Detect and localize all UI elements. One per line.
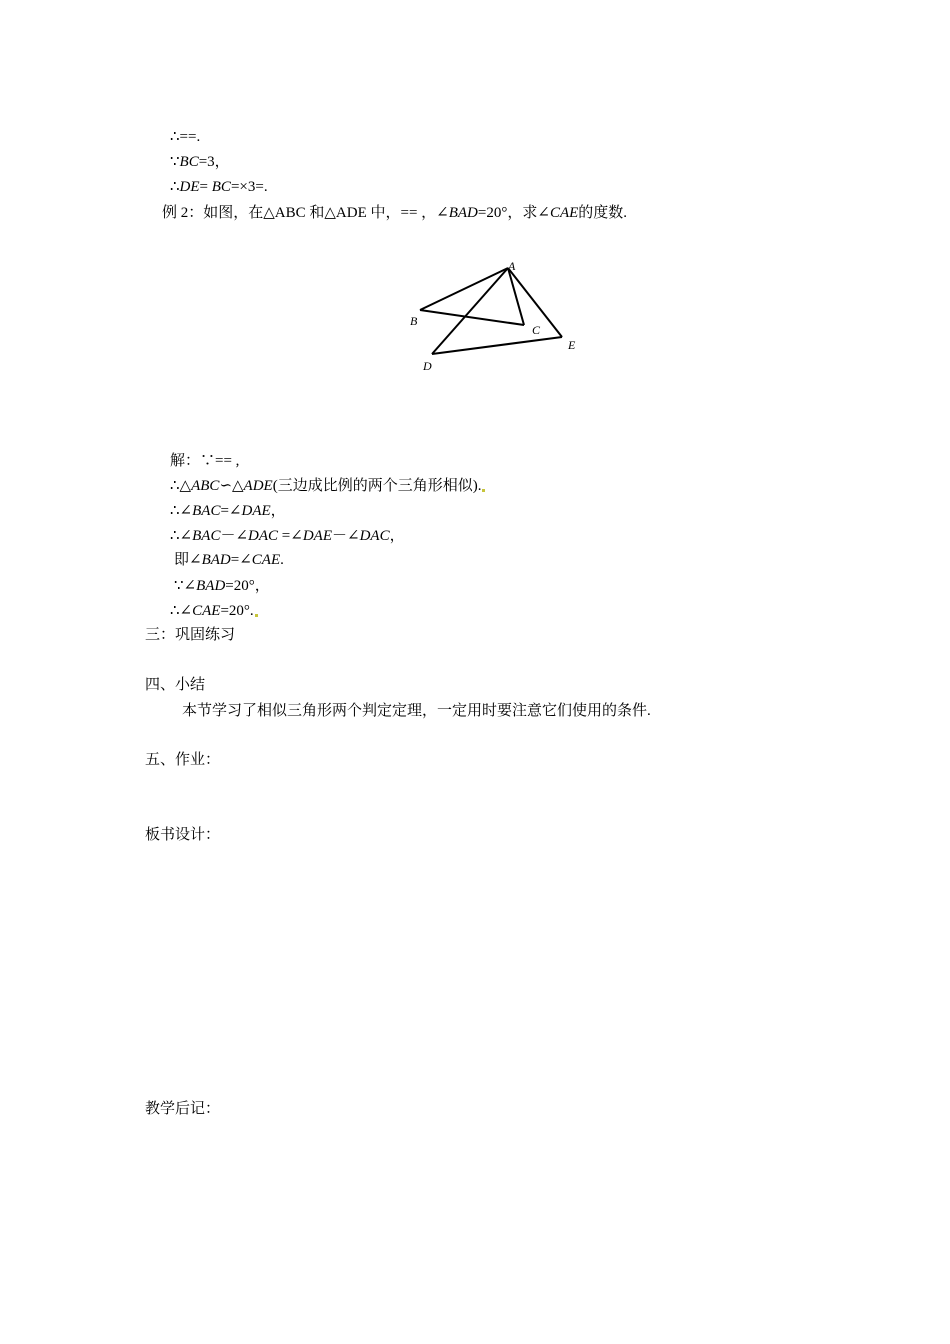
segment-ab [420, 268, 508, 310]
solution-angles-equal: ∴∠BAC=∠DAE， [170, 503, 286, 519]
label-d: D [423, 359, 432, 373]
label-b: B [410, 314, 418, 328]
solution-bad-value: ∵∠BAD=20°， [174, 578, 270, 594]
segment-ad [432, 268, 508, 354]
segment-de [432, 337, 562, 354]
line-bc-value: ∵BC=3， [170, 154, 230, 170]
triangle-figure [400, 258, 590, 378]
example-2-problem: 例 2：如图，在△ABC 和△ADE 中，== ，∠BAD=20°，求∠CAE的度数. [162, 205, 628, 221]
section-summary: 四、小结 [145, 677, 206, 693]
label-a: A [508, 259, 516, 273]
segment-ac [508, 268, 524, 325]
solution-answer: ∴∠CAE=20°. [170, 601, 258, 621]
solution-bad-cae: 即∠BAD=∠CAE. [174, 552, 284, 568]
section-practice: 三：巩固练习 [145, 627, 236, 643]
line-therefore-ratio: ∴==. [170, 129, 201, 145]
segment-bc [420, 310, 524, 325]
solution-subtract: ∴∠BAC－∠DAC =∠DAE－∠DAC， [170, 528, 405, 544]
solution-similar: ∴△ABC∽△ADE(三边成比例的两个三角形相似). [170, 476, 485, 496]
section-teaching-notes: 教学后记： [145, 1101, 221, 1117]
summary-text: 本节学习了相似三角形两个判定定理，一定用时要注意它们使用的条件. [182, 703, 651, 719]
section-board-design: 板书设计： [145, 827, 221, 843]
label-e: E [568, 338, 576, 352]
line-de-value: ∴DE= BC=×3=. [170, 179, 268, 195]
label-c: C [532, 323, 541, 337]
section-homework: 五、作业： [145, 752, 221, 768]
triangle-lines [420, 268, 562, 354]
solution-given: 解：∵== , [170, 453, 240, 469]
